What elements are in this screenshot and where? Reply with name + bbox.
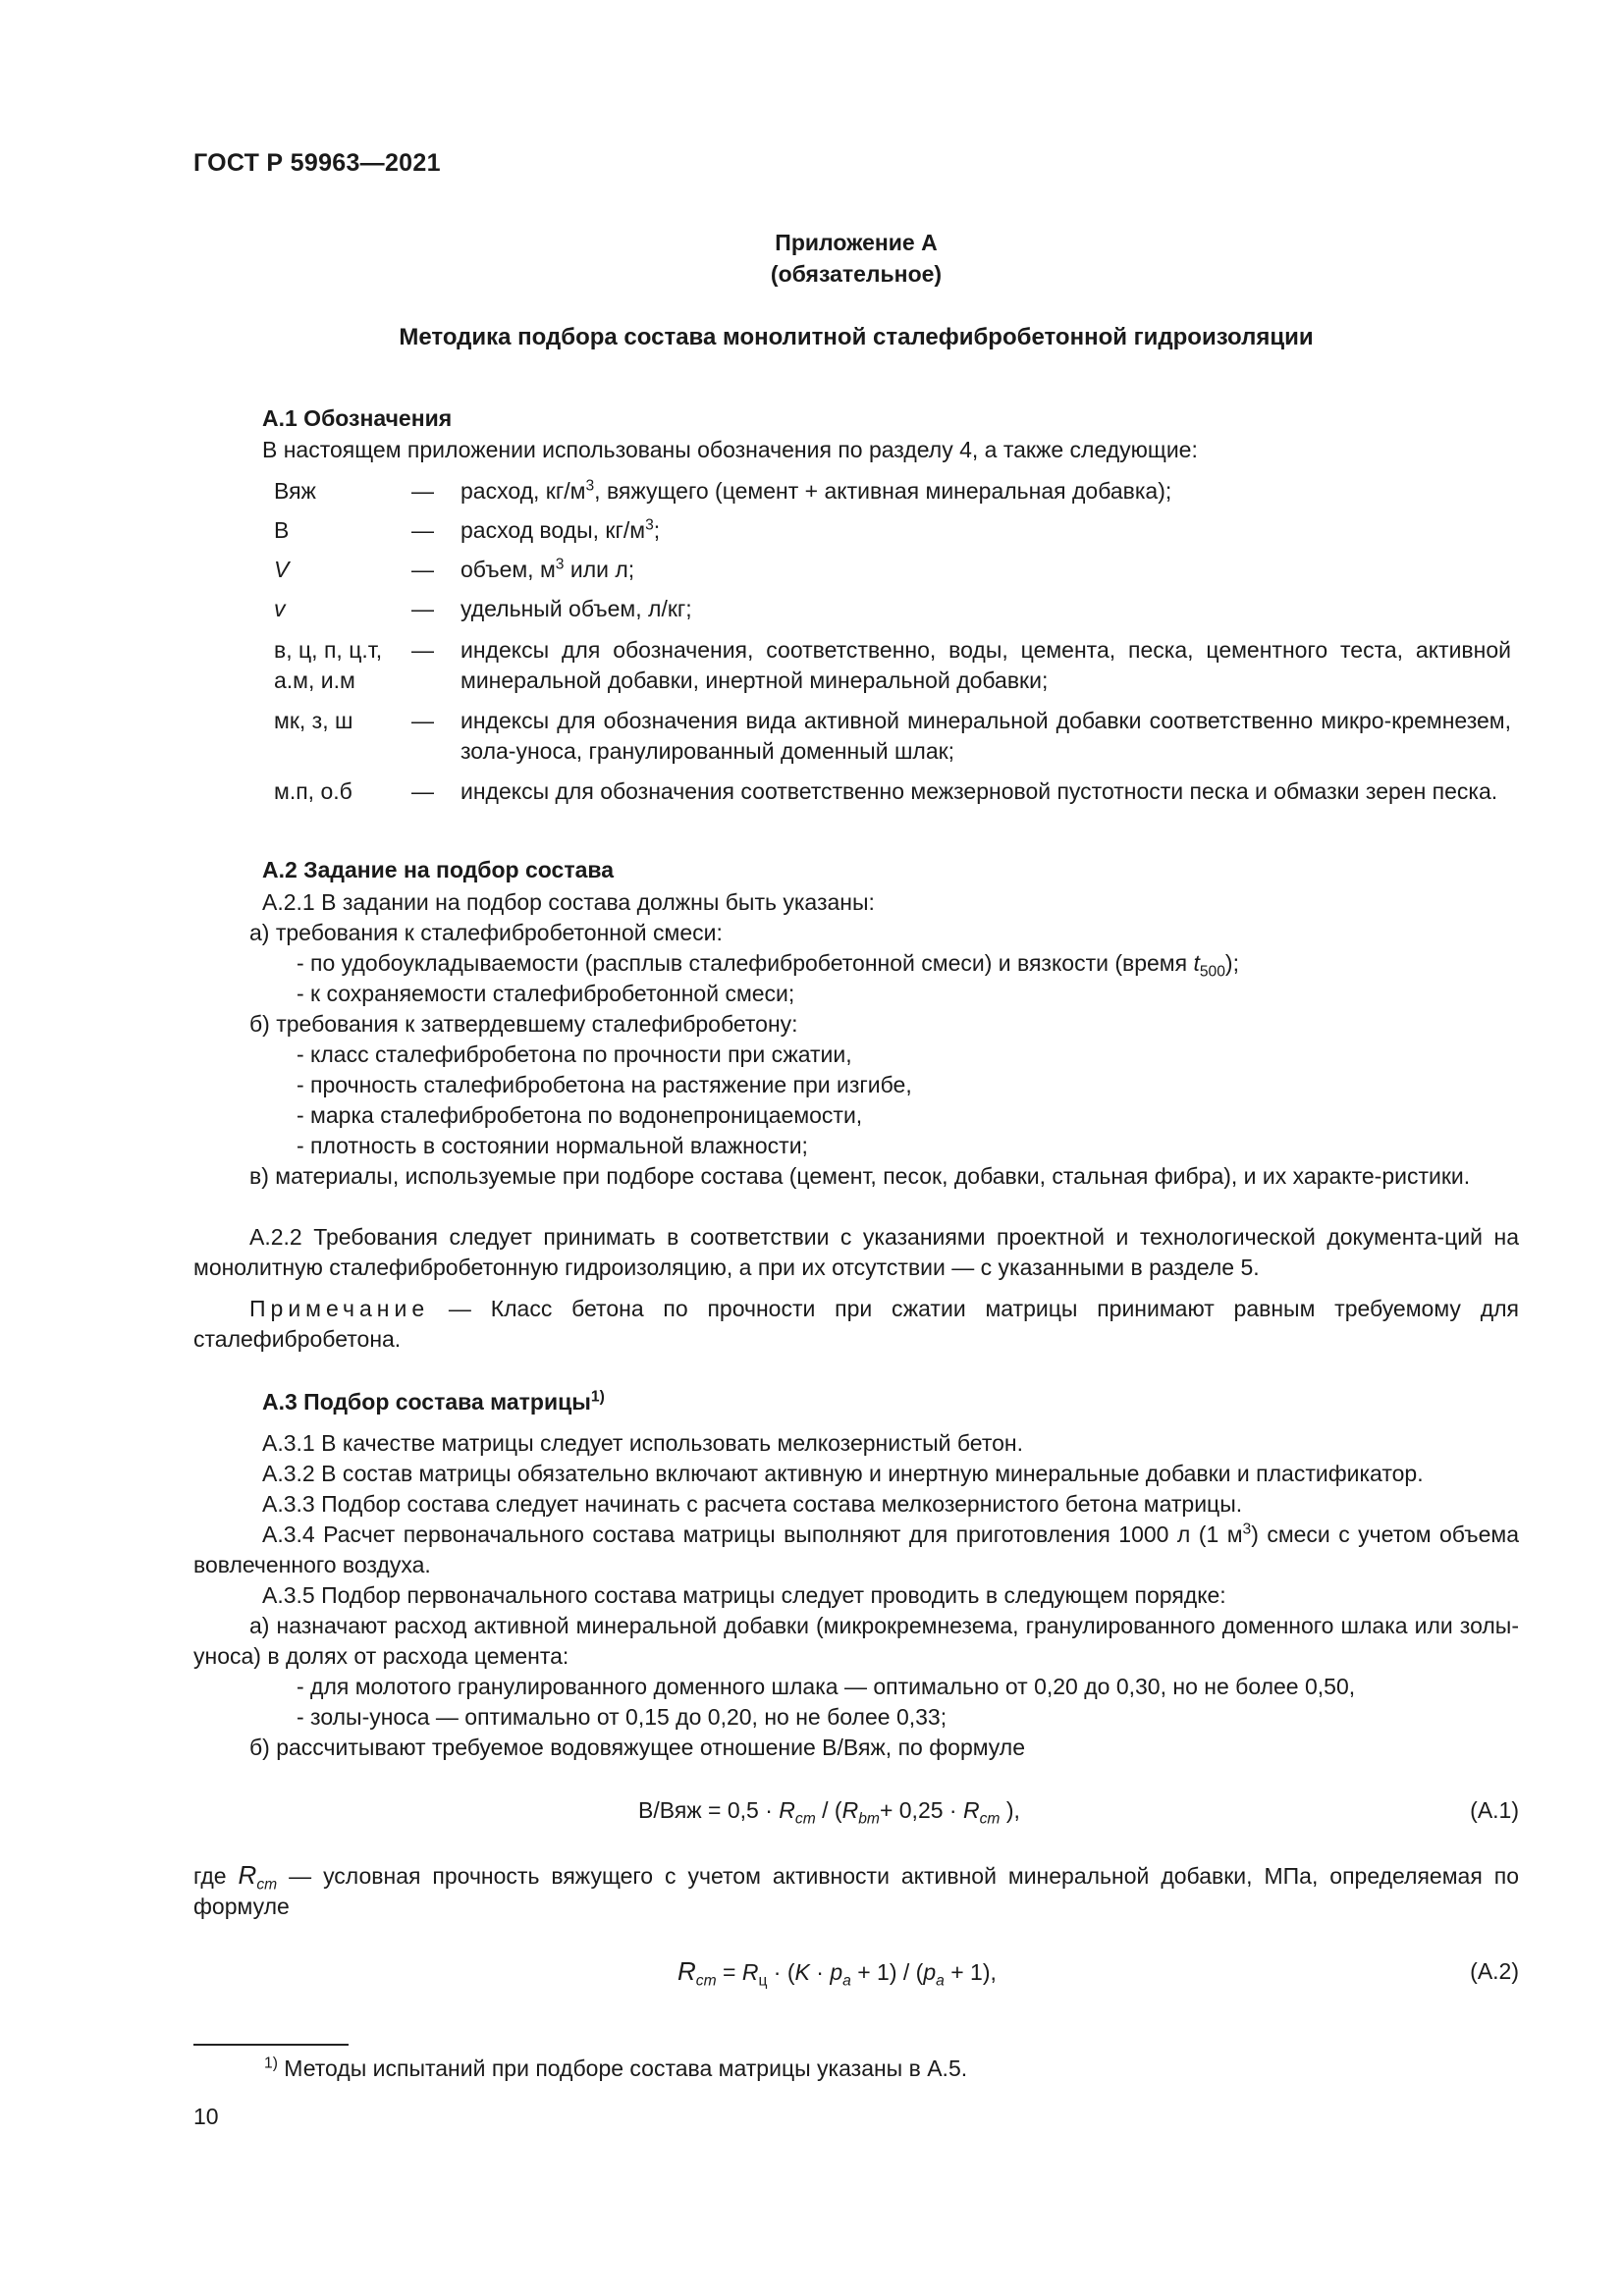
paragraph: А.2.2 Требования следует принимать в соответствии с указаниями проектной и технологической документа-ций на монолитную сталефибробетонную гидроизоляцию, а при их отсутствии — с указанными в разделе 5. [193,1224,1519,1280]
formula-number: (А.1) [1470,1797,1519,1823]
term-symbol: м.п, о.б [274,778,352,804]
term-dash: — [411,596,434,621]
section-a3-heading: А.3 Подбор состава матрицы$^{1)}$ [262,1388,605,1415]
term-description: удельный объем, л/кг; [460,596,692,621]
term-symbol: v [274,596,286,621]
term-symbol: В [274,517,290,543]
list-item: - к сохраняемости сталефибробетонной смеси; [297,981,795,1006]
list-item: - прочность сталефибробетона на растяжение при изгибе, [297,1072,912,1097]
term-symbol: Вяж [274,478,316,504]
list-item: - марка сталефибробетона по водонепроницаемости, [297,1102,863,1128]
paragraph: А.3.4 Расчет первоначального состава матрицы выполняют для приготовления 1000 л (1 $м^3$) смеси с учетом объема вовлеченного воздуха. [193,1521,1519,1577]
document-code: ГОСТ Р 59963—2021 [193,149,441,177]
term-dash: — [411,778,434,804]
term-description: индексы для обозначения вида активной минеральной добавки соответственно микро-кремнезем, зола-уноса, гранулированный доменный шлак; [460,708,1511,764]
footnote-rule [193,2044,349,2046]
term-symbol: V [274,557,290,582]
list-item: - по удобоукладываемости (расплыв сталефибробетонной смеси) и вязкости (время $t_{500}$); [297,950,1239,981]
term-dash: — [411,637,434,663]
paragraph: А.3.1 В качестве матрицы следует использовать мелкозернистый бетон. [262,1430,1023,1456]
section-a2-heading: А.2 Задание на подбор состава [262,857,615,882]
list-item: - для молотого гранулированного доменного шлака — оптимально от 0,20 до 0,30, но не более 0,50, [297,1674,1356,1699]
term-row [193,635,1519,696]
formula-body: $R_{cm} = R_ц \cdot (K \cdot p_a + 1) / (p_a + 1)$, [677,1956,997,1990]
page-number: 10 [193,2104,219,2129]
term-row [193,476,1519,507]
term-description: расход воды, $кг/м^3$; [460,516,661,543]
paragraph: в) материалы, используемые при подборе состава (цемент, песок, добавки, стальная фибра), и их характе-ристики. [249,1163,1471,1189]
note: Примечание — Класс бетона по прочности при сжатии матрицы принимают равным требуемому для сталефибробетона. [193,1296,1519,1352]
paragraph: А.3.3 Подбор состава следует начинать с расчета состава мелкозернистого бетона матрицы. [262,1491,1243,1517]
paragraph: А.3.2 В состав матрицы обязательно включают активную и инертную минеральные добавки и пластификатор. [262,1461,1424,1486]
formula-number: (А.2) [1470,1958,1519,1984]
note-label: Примечание [249,1296,430,1321]
list-item: - золы-уноса — оптимально от 0,15 до 0,20, но не более 0,33; [297,1704,947,1730]
section-a1-heading: А.1 Обозначения [262,405,453,431]
term-symbol: мк, з, ш [274,708,353,733]
paragraph: А.2.1 В задании на подбор состава должны быть указаны: [262,889,875,915]
term-row [193,555,1519,585]
term-row [193,776,1519,837]
paragraph: б) рассчитывают требуемое водовяжущее отношение В/Вяж, по формуле [249,1735,1026,1760]
term-description: индексы для обозначения соответственно межзерновой пустотности песка и обмазки зерен песка. [460,778,1498,804]
term-description: индексы для обозначения, соответственно, воды, цемента, песка, цементного теста, активной минеральной добавки, инертной минеральной добавки; [460,637,1511,693]
list-item: - плотность в состоянии нормальной влажности; [297,1133,808,1158]
term-row [193,594,1519,624]
paragraph: где $R_{cm}$ — условная прочность вяжущего с учетом активности активной минеральной добавки, МПа, определяемая по формуле [193,1860,1519,1919]
term-dash: — [411,557,434,582]
term-row [193,706,1519,767]
term-dash: — [411,708,434,733]
footnote: $^{1)}$ Методы испытаний при подборе состава матрицы указаны в А.5. [264,2055,968,2081]
list-item: а) требования к сталефибробетонной смеси: [249,920,723,945]
term-description: объем, $м^3$ или л; [460,556,635,582]
paragraph: А.3.5 Подбор первоначального состава матрицы следует проводить в следующем порядке: [262,1582,1226,1608]
list-item: - класс сталефибробетона по прочности при сжатии, [297,1041,852,1067]
term-dash: — [411,478,434,504]
term-description: расход, $кг/м^3$, вяжущего (цемент + активная минеральная добавка); [460,477,1172,504]
list-item: б) требования к затвердевшему сталефибробетону: [249,1011,798,1037]
term-symbol: в, ц, п, ц.т, а.м, и.м [274,637,383,693]
appendix-status: (обязательное) [770,261,943,287]
section-a1-intro: В настоящем приложении использованы обозначения по разделу 4, а также следующие: [262,437,1198,462]
term-row [193,515,1519,546]
paragraph: а) назначают расход активной минеральной добавки (микрокремнезема, гранулированного доменного шлака или золы-уноса) в долях от расхода цемента: [193,1613,1519,1669]
formula-body: $В/Вяж = 0,5 \cdot R_{cm} / (R_{bm}+ 0,25 \cdot R_{cm}$ ), [638,1797,1020,1828]
term-dash: — [411,517,434,543]
appendix-heading: Методика подбора состава монолитной сталефибробетонной гидроизоляции [399,324,1314,350]
appendix-title: Приложение А [775,230,938,255]
